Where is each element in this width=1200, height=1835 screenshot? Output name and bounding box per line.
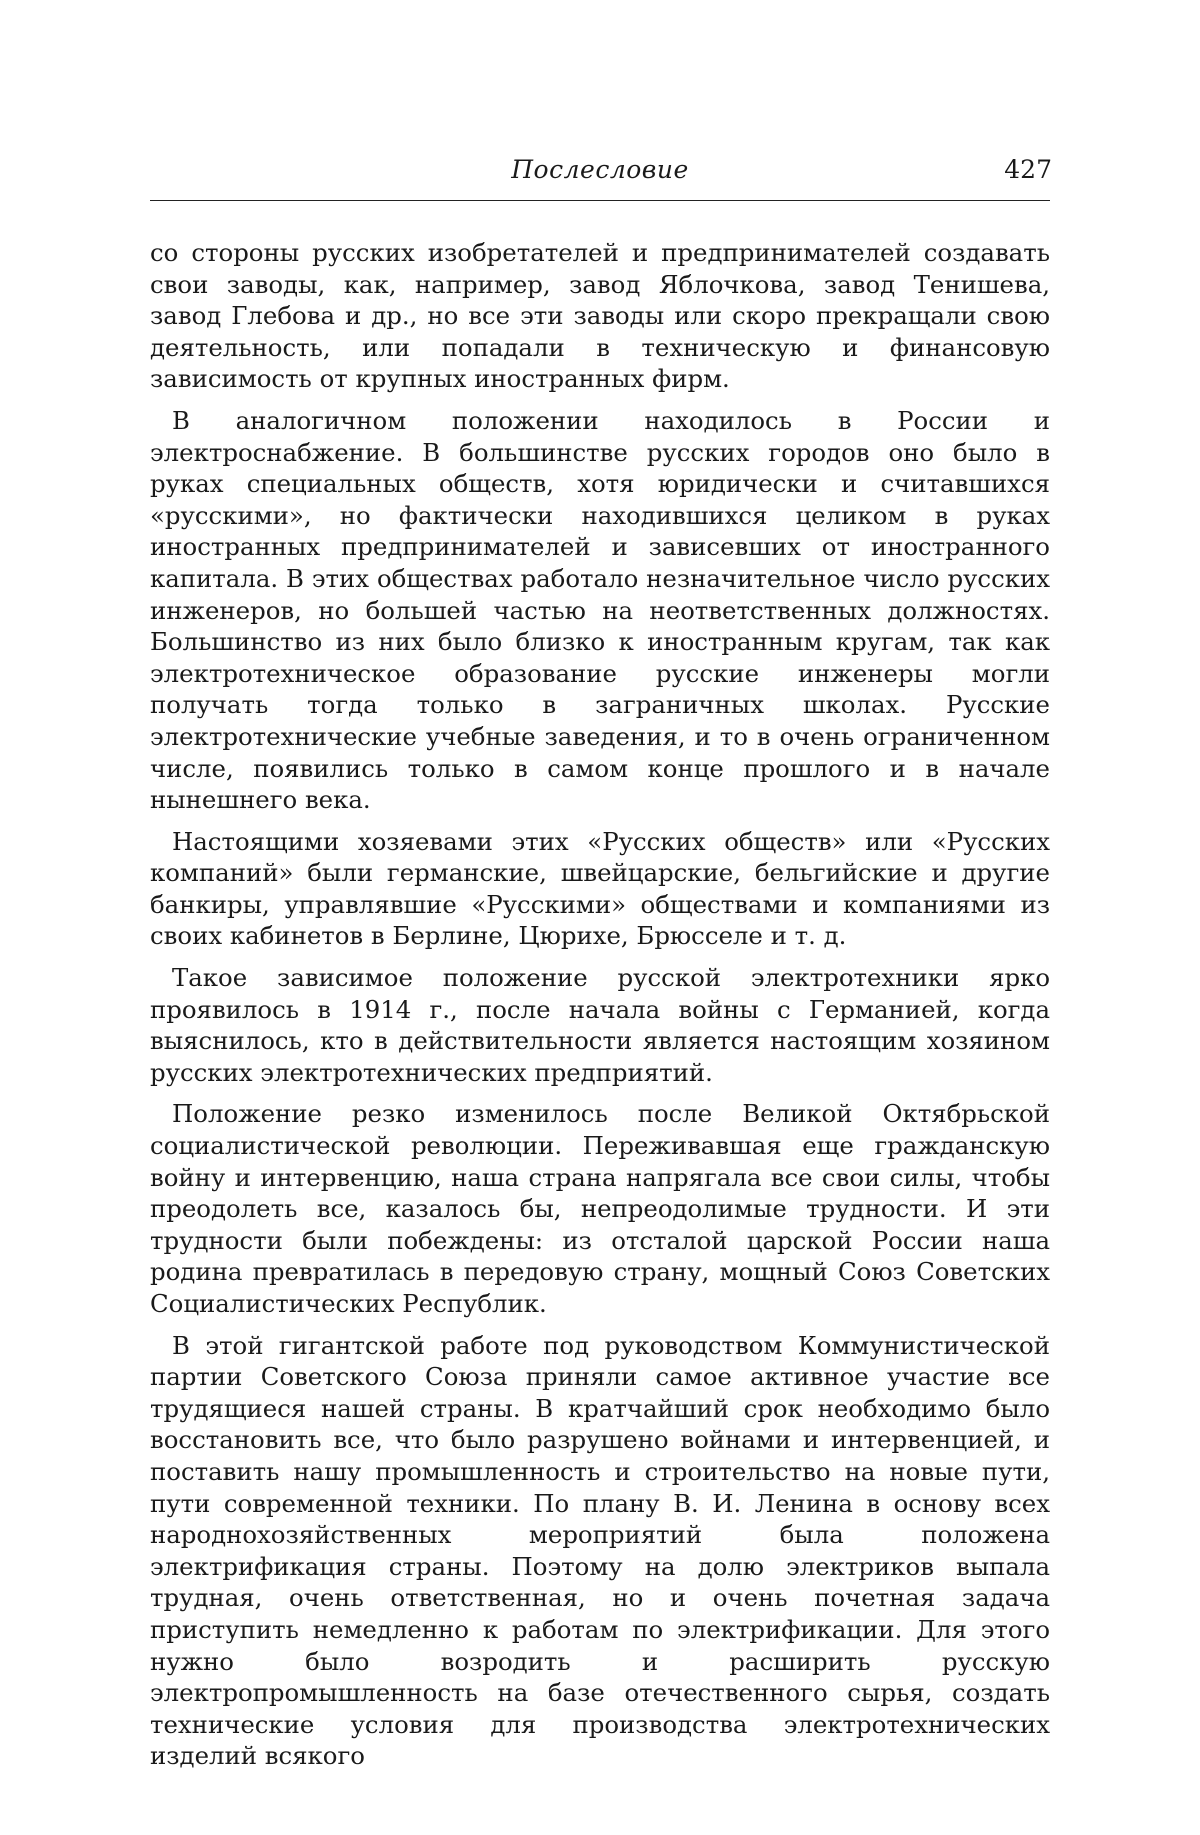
paragraph-1: со стороны русских изобретателей и предпринимателей создавать свои заводы, как, например, завод Яблочкова, завод Тенишева, завод Глебова и др., но все эти заводы или скоро прекращали свою деятельность, или попадали в техническую и финансовую зависимость от крупных иностранных фирм. [150,237,1050,395]
header-rule [150,200,1050,201]
paragraph-2: В аналогичном положении находилось в России и электроснабжение. В большинстве русских городов оно было в руках специальных обществ, хотя юридически и считавшихся «русскими», но фактически находившихся целиком в руках иностранных предпринимателей и зависевших от иностранного капитала. В этих обществах работало незначительное число русских инженеров, но большей частью на неответственных должностях. Большинство из них было близко к иностранным кругам, так как электротехническое образование русские инженеры могли получать тогда только в заграничных школах. Русские электротехнические учебные заведения, и то в очень ограниченном числе, появились только в самом конце прошлого и в начале нынешнего века. [150,405,1050,816]
paragraph-5: Положение резко изменилось после Великой Октябрьской социалистической революции. Переживавшая еще гражданскую войну и интервенцию, наша страна напрягала все свои силы, чтобы преодолеть все, казалось бы, непреодолимые трудности. И эти трудности были побеждены: из отсталой царской России наша родина превратилась в передовую страну, мощный Союз Советских Социалистических Республик. [150,1098,1050,1319]
paragraph-3: Настоящими хозяевами этих «Русских обществ» или «Русских компаний» были германские, швейцарские, бельгийские и другие банкиры, управлявшие «Русскими» обществами и компаниями из своих кабинетов в Берлине, Цюрихе, Брюсселе и т. д. [150,826,1050,952]
page-number: 427 [1004,155,1052,184]
running-title: Послесловие [150,155,1050,184]
paragraph-4: Такое зависимое положение русской электротехники ярко проявилось в 1914 г., после начала войны с Германией, когда выяснилось, кто в действительности является настоящим хозяином русских электротехнических предприятий. [150,962,1050,1088]
paragraph-6: В этой гигантской работе под руководством Коммунистической партии Советского Союза приняли самое активное участие все трудящиеся нашей страны. В кратчайший срок необходимо было восстановить все, что было разрушено войнами и интервенцией, и поставить нашу промышленность и строительство на новые пути, пути современной техники. По плану В. И. Ленина в основу всех народнохозяйственных мероприятий была положена электрификация страны. Поэтому на долю электриков выпала трудная, очень ответственная, но и очень почетная задача приступить немедленно к работам по электрификации. Для этого нужно было возродить и расширить русскую электропромышленность на базе отечественного сырья, создать технические условия для производства электротехнических изделий всякого [150,1330,1050,1772]
body-text [150,237,1050,1772]
book-page [0,0,1200,1835]
running-header [150,155,1050,195]
